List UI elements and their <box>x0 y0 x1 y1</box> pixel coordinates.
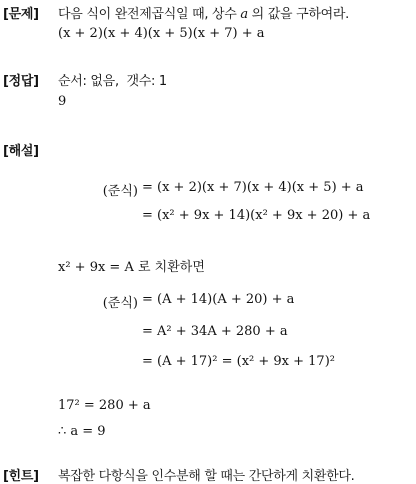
substitution-text: 로 치환하면 <box>133 260 205 275</box>
eq1-rhs: = (x + 2)(x + 7)(x + 4)(x + 5) + a <box>142 180 364 195</box>
answer-text: 순서: 없음, 갯수: 1 <box>58 74 167 89</box>
problem-variable: a <box>240 7 248 22</box>
eq4-rhs: = A² + 34A + 280 + a <box>142 324 288 339</box>
therefore-line: ∴ a = 9 <box>58 424 106 439</box>
problem-expression: (x + 2)(x + 4)(x + 5)(x + 7) + a <box>58 26 265 41</box>
answer-tag: [정답] <box>3 74 39 89</box>
answer-value: 9 <box>58 94 67 109</box>
problem-statement <box>58 3 349 22</box>
substitution-expr: x² + 9x = A <box>58 260 134 275</box>
solution-tag: [해설] <box>3 144 39 159</box>
eq2-rhs: = (x² + 9x + 14)(x² + 9x + 20) + a <box>142 208 371 223</box>
problem-text-after: 의 값을 구하여라. <box>247 7 349 22</box>
eq3-lhs: (준식) <box>102 296 138 311</box>
hint-text: 복잡한 다항식을 인수분해 할 때는 간단하게 치환한다. <box>58 469 355 484</box>
eq1-lhs: (준식) <box>102 184 138 199</box>
hint-tag: [힌트] <box>3 469 39 484</box>
problem-text-before: 다음 식이 완전제곱식일 때, 상수 <box>58 7 241 22</box>
eq3-rhs: = (A + 14)(A + 20) + a <box>142 292 295 307</box>
line-17-squared: 17² = 280 + a <box>58 398 151 413</box>
problem-tag: [문제] <box>3 7 39 22</box>
substitution-line <box>58 256 205 275</box>
eq5-rhs: = (A + 17)² = (x² + 9x + 17)² <box>142 354 335 369</box>
